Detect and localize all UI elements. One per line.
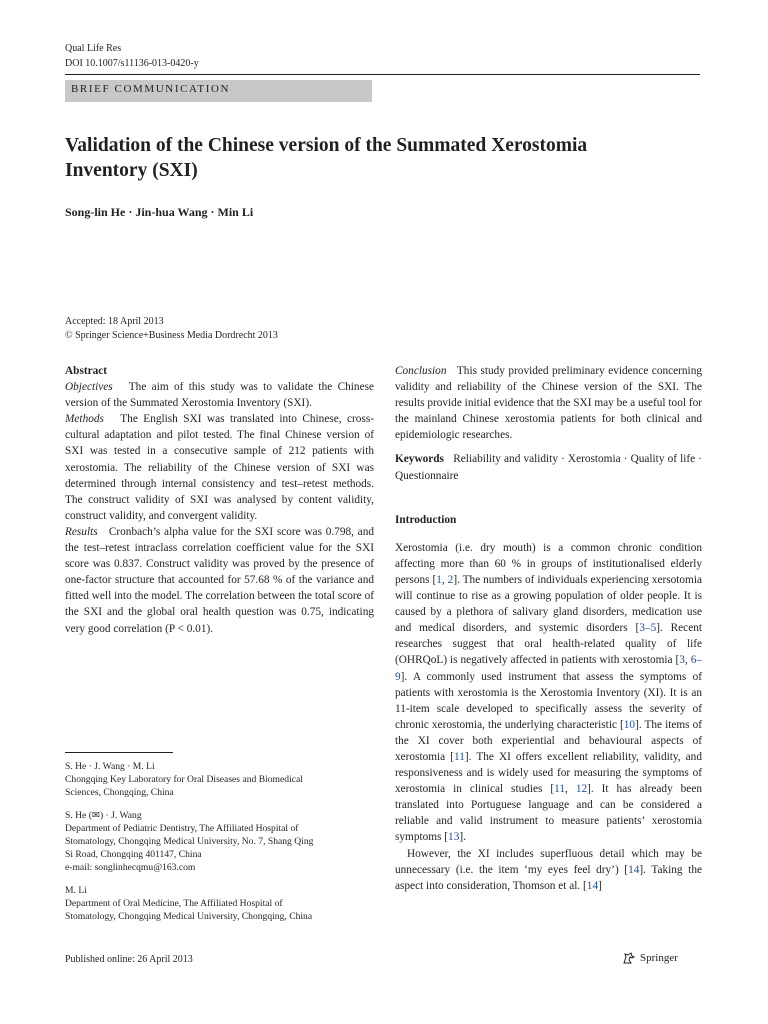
affiliation-line: Stomatology, Chongqing Medical University, No. 7, Shang Qing (65, 836, 314, 848)
text: Xerostomia (i.e. dry mouth) is a common chronic condition affecting more than 60 % in groups of institutionalised elderly persons [ (395, 541, 702, 586)
text: ]. (459, 831, 466, 844)
affiliation-line: Chongqing Key Laboratory for Oral Diseases and Biomedical (65, 774, 303, 786)
results-text: Cronbach’s alpha value for the SXI score was 0.798, and the test–retest intraclass correlation coefficient value for the SXI score was 0.837. Construct validity was proved by the presence of one-factor structure that accounted for 57.68 % of the variance and fitted well into the model. The correlation between the total score of the SXI and the global oral health question was 0.75, indicating very good correlation (P < 0.01). (65, 525, 374, 635)
abstract-results (65, 524, 374, 637)
intro-paragraph-1 (395, 540, 702, 846)
text: ] (598, 879, 602, 892)
abstract-column (65, 363, 374, 637)
citation-link[interactable]: 6–9 (395, 654, 702, 683)
abstract-methods (65, 411, 374, 524)
abstract-heading: Abstract (65, 365, 108, 377)
right-column (395, 363, 702, 894)
article-dates (65, 315, 278, 343)
affiliation-line: Department of Oral Medicine, The Affiliated Hospital of (65, 897, 283, 909)
citation-link[interactable]: 2 (447, 573, 454, 586)
text: ]. The items of the XI cover both experiential and behavioural aspects of xerostomia [ (395, 718, 702, 763)
conclusion-text: This study provided preliminary evidence concerning validity and reliability of the Chinese version of the SXI. The results provide initial evidence that the SXI may be a useful tool for the mainland Chinese xerostomia patients for both clinical and epidemiologic researches. (395, 365, 702, 442)
affiliations (65, 760, 374, 932)
citation-link[interactable]: 12 (575, 783, 588, 796)
text: However, the XI includes superfluous detail which may be unnecessary (i.e. the item ‘my eyes feel dry’) [ (395, 847, 702, 876)
article-title (65, 133, 705, 183)
publisher-name: Springer (640, 952, 678, 964)
keywords-text: Reliability and validity · Xerostomia · Quality of life · Questionnaire (395, 453, 702, 482)
affiliation-line: Department of Pediatric Dentistry, The Affiliated Hospital of (65, 822, 299, 834)
objectives-label: Objectives (65, 381, 113, 394)
affiliation-names: M. Li (65, 884, 87, 896)
accepted-date: Accepted: 18 April 2013 (65, 316, 164, 327)
springer-horse-icon (622, 951, 636, 965)
authors: Song-lin He · Jin-hua Wang · Min Li (65, 205, 254, 219)
section-band (65, 80, 372, 102)
affiliation-1 (65, 760, 374, 800)
text: ]. It has already been translated into Portuguese language and can be considered a reliable and valid instrument to measure patients’ xerostomia symptoms [ (395, 783, 702, 844)
affiliation-rule (65, 752, 173, 753)
methods-label: Methods (65, 413, 104, 426)
text: , (684, 654, 691, 667)
publisher-logo (622, 951, 678, 965)
text: ]. Recent researches suggest that oral health-related quality of life (OHRQoL) is negatively affected in patients with xerostomia [ (395, 622, 702, 667)
conclusion-label: Conclusion (395, 365, 447, 377)
objectives-text: The aim of this study was to validate the Chinese version of the Summated Xerostomia Inventory (SXI). (65, 381, 374, 410)
citation-link[interactable]: 3 (679, 654, 685, 667)
affiliation-names: S. He · J. Wang · M. Li (65, 761, 155, 772)
text: , (441, 573, 448, 586)
affiliation-line: Stomatology, Chongqing Medical University, Chongqing, China (65, 911, 313, 923)
abstract-objectives (65, 379, 374, 411)
intro-paragraph-2 (395, 846, 702, 894)
keywords-label: Keywords (395, 453, 444, 466)
citation-link[interactable]: 14 (586, 879, 599, 892)
citation-link[interactable]: 3–5 (639, 622, 657, 635)
results-label: Results (65, 525, 98, 538)
text: ]. A commonly used instrument that assess the symptoms of patients with xerostomia is the Xerostomia Inventory (XI). It is an 11-item scale developed to specifically assess the severity of chronic xerostomia, the underlying characteristic [ (395, 670, 702, 731)
copyright: © Springer Science+Business Media Dordrecht 2013 (65, 330, 278, 341)
affiliation-3 (65, 884, 374, 924)
citation-link[interactable]: 1 (436, 573, 442, 586)
citation-link[interactable]: 11 (554, 783, 566, 796)
citation-link[interactable]: 14 (628, 863, 640, 876)
header-rule (65, 74, 700, 75)
text: ]. The numbers of individuals experiencing xersotomia will continue to rise as a growing population of older people. It is caused by a plethora of salivary gland disorders, medication use and medical disorders, and systemic disorders [ (395, 573, 703, 635)
published-online: Published online: 26 April 2013 (65, 954, 193, 965)
section-label: BRIEF COMMUNICATION (71, 83, 231, 95)
keywords (395, 451, 702, 483)
citation-link[interactable]: 13 (448, 831, 460, 844)
title-line-1: Validation of the Chinese version of the Summated Xerostomia (65, 135, 588, 156)
affiliation-names: S. He (✉) · J. Wang (65, 809, 142, 821)
journal-name: Qual Life Res (65, 43, 122, 54)
corresponding-email[interactable]: e-mail: songlinhecqmu@163.com (65, 862, 196, 874)
journal-header (65, 41, 199, 71)
affiliation-line: Sciences, Chongqing, China (65, 787, 174, 799)
text: ]. The XI offers excellent reliability, validity, and responsiveness and is widely used for measuring the symptoms of xerostomia in clinical studies [ (395, 750, 702, 796)
affiliation-line: Si Road, Chongqing 401147, China (65, 849, 202, 861)
citation-link[interactable]: 11 (454, 750, 465, 763)
abstract-conclusion (395, 363, 702, 443)
citation-link[interactable]: 10 (623, 718, 636, 731)
text: ]. Taking the aspect into consideration, Thomson et al. [ (395, 863, 702, 892)
affiliation-2 (65, 809, 374, 875)
text: , (565, 783, 576, 796)
title-line-2: Inventory (SXI) (65, 160, 198, 181)
methods-text: The English SXI was translated into Chinese, cross-cultural adaptation and pilot tested. The final Chinese version of SXI was tested in a consecutive sample of 212 patients with xerostomia. The reliability of the Chinese version of SXI was determined through internal consistency and test–retest methods. The construct validity of SXI was analysed by content validity, construct validity, and convergent validity. (65, 413, 374, 522)
doi[interactable]: DOI 10.1007/s11136-013-0420-y (65, 58, 199, 69)
introduction-heading: Introduction (395, 513, 457, 526)
